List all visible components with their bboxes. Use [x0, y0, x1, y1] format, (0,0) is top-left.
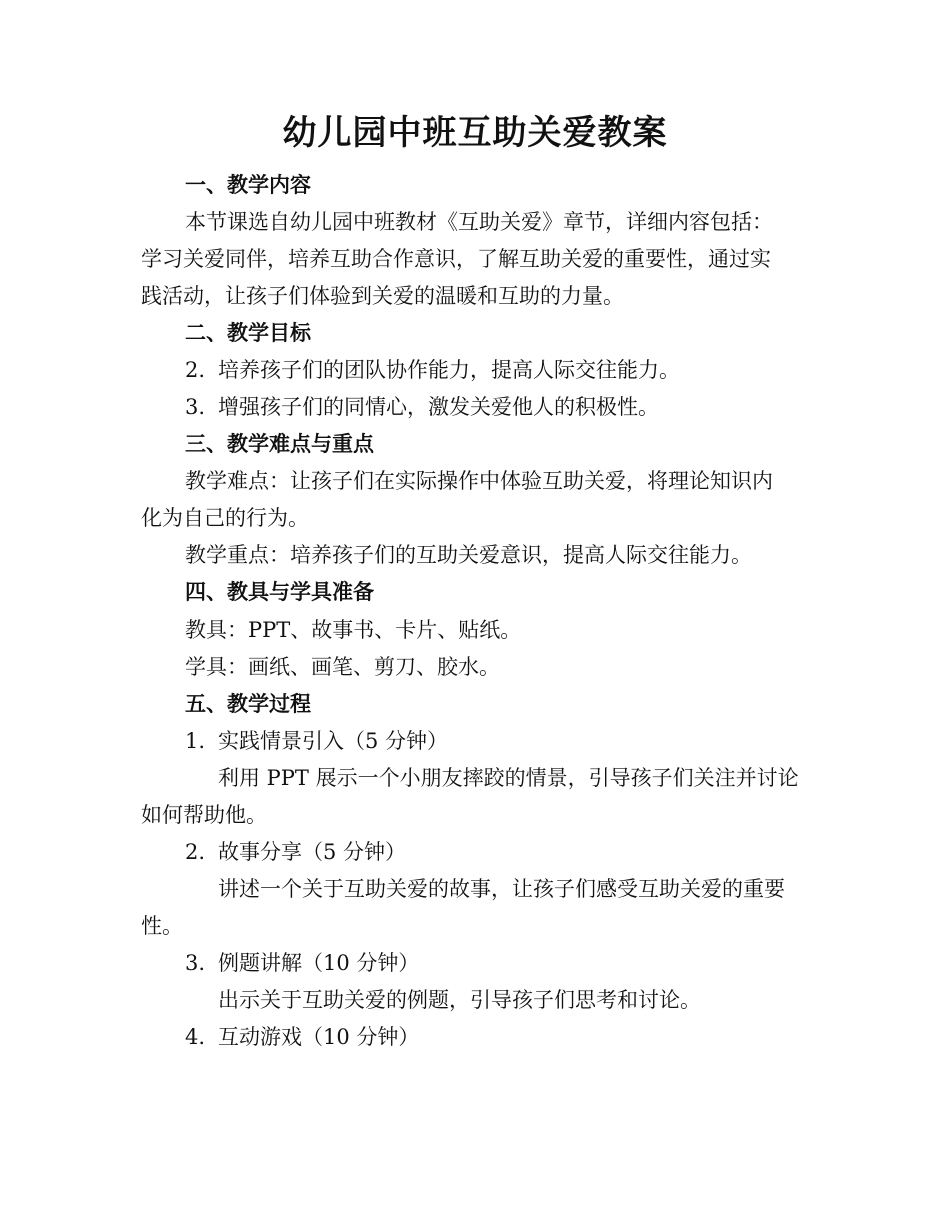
paragraph-line: 教学难点：让孩子们在实际操作中体验互助关爱，将理论知识内	[185, 469, 773, 493]
list-item-number: 2.	[185, 358, 206, 382]
section-heading-key-points: 三、教学难点与重点	[185, 432, 374, 456]
paragraph-line: 出示关于互助关爱的例题，引导孩子们思考和讨论。	[218, 988, 701, 1012]
list-item-text: 互动游戏（10 分钟）	[218, 1025, 420, 1049]
paragraph-line: 讲述一个关于互助关爱的故事，让孩子们感受互助关爱的重要	[218, 877, 785, 901]
list-item-text: 实践情景引入（5 分钟）	[218, 729, 449, 753]
list-item-number: 3.	[185, 395, 206, 419]
paragraph-line: 践活动，让孩子们体验到关爱的温暖和互助的力量。	[141, 284, 624, 308]
paragraph-line: 学具：画纸、画笔、剪刀、胶水。	[185, 655, 500, 679]
paragraph-line: 如何帮助他。	[141, 803, 267, 827]
paragraph-line: 教学重点：培养孩子们的互助关爱意识，提高人际交往能力。	[185, 543, 752, 567]
list-item-number: 1.	[185, 729, 206, 753]
list-item	[185, 1022, 419, 1052]
list-item	[185, 837, 406, 867]
list-item-text: 例题讲解（10 分钟）	[218, 951, 420, 975]
list-item-number: 3.	[185, 951, 206, 975]
paragraph-line: 本节课选自幼儿园中班教材《互助关爱》章节，详细内容包括：	[185, 210, 773, 234]
list-item-number: 2.	[185, 840, 206, 864]
list-item	[185, 948, 419, 978]
list-item	[185, 726, 448, 756]
paragraph-line: 利用 PPT 展示一个小朋友摔跤的情景，引导孩子们关注并讨论	[218, 766, 799, 790]
list-item-text: 故事分享（5 分钟）	[218, 840, 407, 864]
list-item	[185, 392, 659, 422]
list-item-text: 增强孩子们的同情心，激发关爱他人的积极性。	[218, 395, 659, 419]
section-heading-materials: 四、教具与学具准备	[185, 580, 374, 604]
section-heading-goals: 二、教学目标	[185, 321, 311, 345]
section-heading-content: 一、教学内容	[185, 173, 311, 197]
paragraph-line: 教具：PPT、故事书、卡片、贴纸。	[185, 618, 522, 642]
section-heading-process: 五、教学过程	[185, 692, 311, 716]
list-item-text: 培养孩子们的团队协作能力，提高人际交往能力。	[218, 358, 680, 382]
paragraph-line: 性。	[141, 914, 183, 938]
list-item-number: 4.	[185, 1025, 206, 1049]
list-item	[185, 355, 680, 385]
document-title: 幼儿园中班互助关爱教案	[282, 113, 668, 153]
paragraph-line: 化为自己的行为。	[141, 506, 309, 530]
paragraph-line: 学习关爱同伴，培养互助合作意识，了解互助关爱的重要性，通过实	[141, 247, 771, 271]
